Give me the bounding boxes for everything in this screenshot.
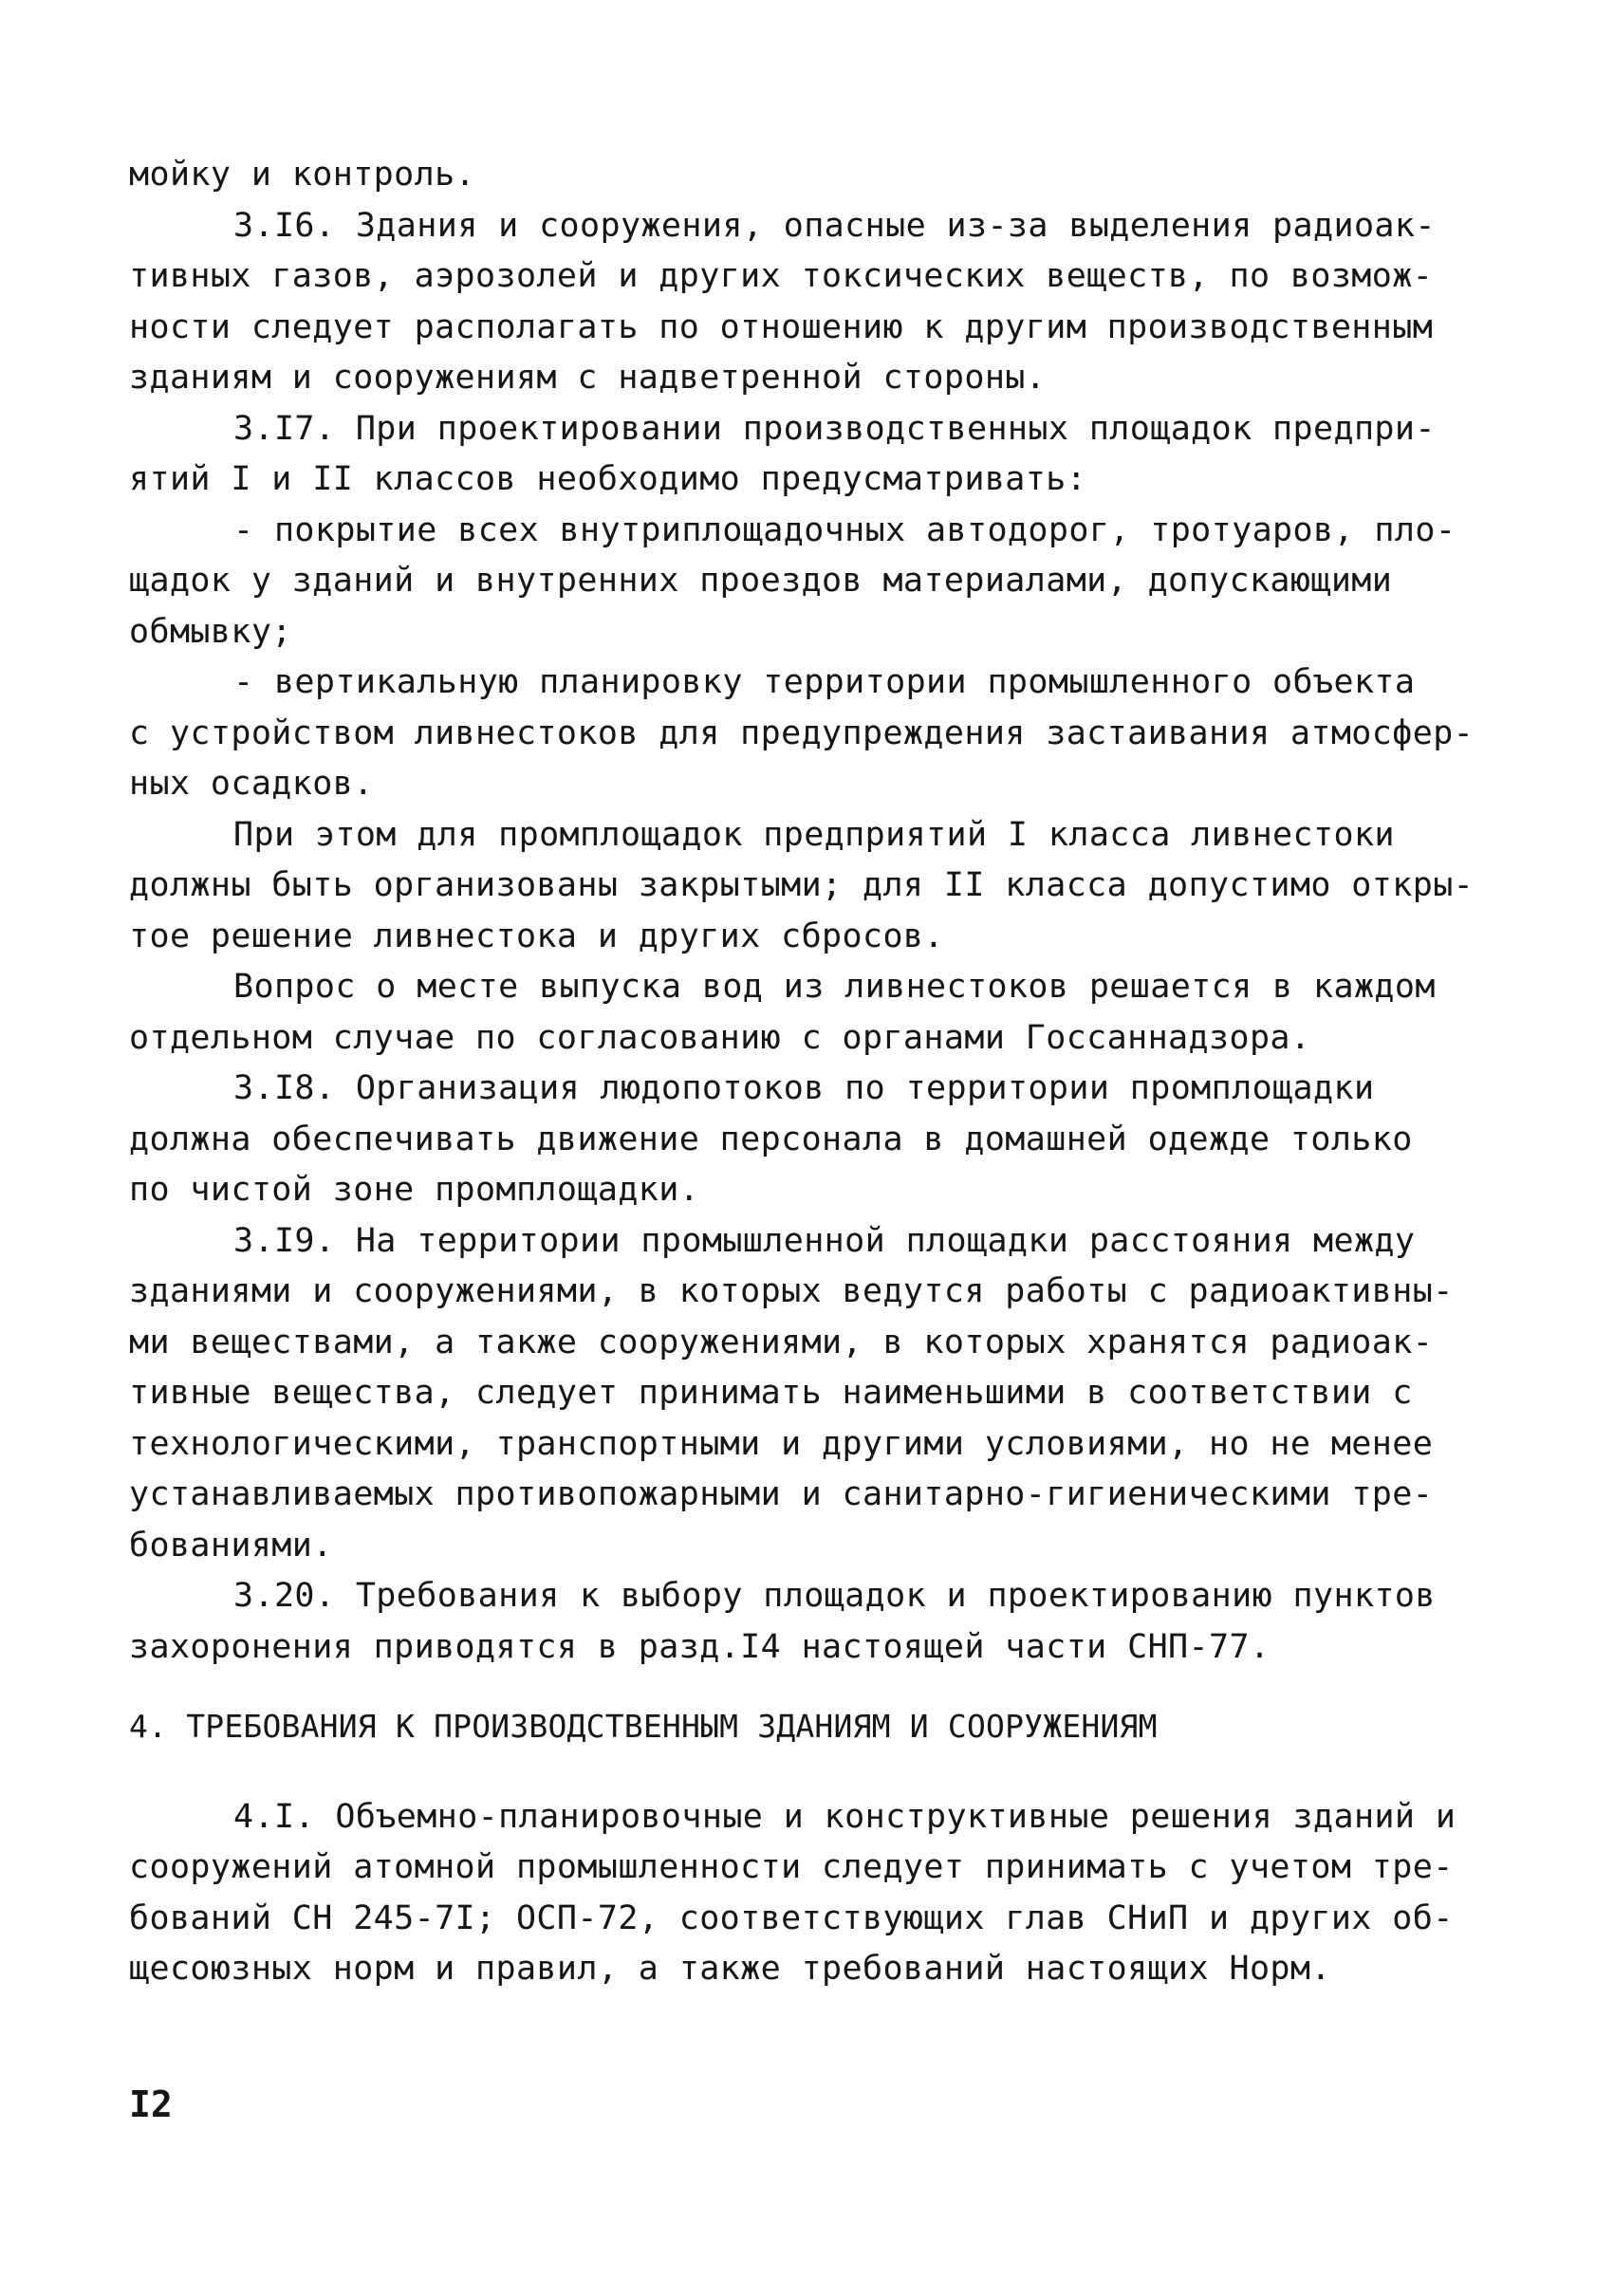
- text-line: обмывку;: [129, 612, 292, 651]
- paragraph-start: Вопрос о месте выпуска вод из ливнестоков решается в каждом: [233, 968, 1436, 1006]
- text-line: мойку и контроль.: [129, 156, 476, 194]
- text-line: щадок у зданий и внутренних проездов материалами, допускающими: [129, 562, 1393, 600]
- text-line: ятий I и II классов необходимо предусматривать:: [129, 460, 1087, 498]
- text-line: с устройством ливнестоков для предупреждения застаивания атмосфер-: [129, 713, 1475, 752]
- list-item: - вертикальную планировку территории промышленного объекта: [233, 663, 1416, 701]
- section-heading: 4. ТРЕБОВАНИЯ К ПРОИЗВОДСТВЕННЫМ ЗДАНИЯМ И СООРУЖЕНИЯМ: [129, 1708, 1158, 1745]
- text-line: зданиям и сооружениям с надветренной стороны.: [129, 359, 1047, 397]
- document-body: [129, 150, 1486, 1995]
- text-line: щесоюзных норм и правил, а также требований настоящих Норм.: [129, 1950, 1331, 1988]
- text-line: отдельном случае по согласованию с органами Госсаннадзора.: [129, 1018, 1311, 1057]
- text-line: захоронения приводятся в разд.I4 настоящей части СНП-77.: [129, 1627, 1271, 1666]
- clause-3-18: 3.I8. Организация людопотоков по территории промплощадки: [233, 1069, 1375, 1107]
- page-number: I2: [129, 2083, 173, 2125]
- text-line: должны быть организованы закрытыми; для II класса допустимо откры-: [129, 866, 1475, 904]
- clause-3-16: 3.I6. Здания и сооружения, опасные из-за выделения радиоак-: [233, 206, 1436, 245]
- paragraph-start: При этом для промплощадок предприятий I класса ливнестоки: [233, 815, 1395, 854]
- text-line: тивных газов, аэрозолей и других токсических веществ, по возмож-: [129, 257, 1434, 295]
- list-item: - покрытие всех внутриплощадочных автодорог, тротуаров, пло-: [233, 510, 1456, 549]
- text-line: сооружений атомной промышленности следует принимать с учетом тре-: [129, 1848, 1454, 1886]
- text-line: по чистой зоне промплощадки.: [129, 1171, 700, 1209]
- text-line: технологическими, транспортными и другими условиями, но не менее: [129, 1424, 1434, 1463]
- clause-4-1: 4.I. Объемно-планировочные и конструктивные решения зданий и: [233, 1797, 1456, 1836]
- text-line: зданиями и сооружениями, в которых ведутся работы с радиоактивны-: [129, 1272, 1454, 1310]
- text-line: ности следует располагать по отношению к другим производственным: [129, 307, 1434, 346]
- spacer: [129, 1673, 1486, 1701]
- text-line: ных осадков.: [129, 765, 374, 803]
- text-line: устанавливаемых противопожарными и санитарно-гигиеническими тре-: [129, 1475, 1434, 1513]
- text-line: бований СН 245-7I; ОСП-72, соответствующих глав СНиП и других об-: [129, 1898, 1454, 1937]
- clause-3-20: 3.20. Требования к выбору площадок и проектированию пунктов: [233, 1577, 1436, 1615]
- clause-3-17: 3.I7. При проектировании производственных площадок предпри-: [233, 409, 1436, 448]
- text-line: бованиями.: [129, 1526, 333, 1565]
- text-line: тое решение ливнестока и других сбросов.: [129, 917, 944, 955]
- text-line: должна обеспечивать движение персонала в домашней одежде только: [129, 1120, 1413, 1158]
- spacer: [129, 1752, 1486, 1792]
- text-line: тивные вещества, следует принимать наименьшими в соответствии с: [129, 1374, 1413, 1412]
- text-line: ми веществами, а также сооружениями, в которых хранятся радиоак-: [129, 1323, 1434, 1361]
- clause-3-19: 3.I9. На территории промышленной площадки расстояния между: [233, 1221, 1416, 1260]
